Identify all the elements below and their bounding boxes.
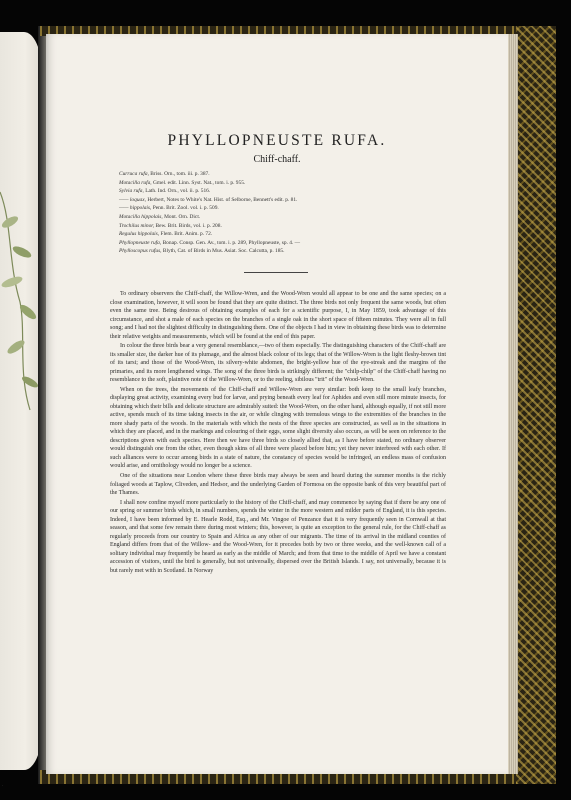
synonym-entry xyxy=(119,239,439,248)
page-subtitle: Chiff-chaff. xyxy=(253,154,301,165)
synonym-entry xyxy=(119,222,439,231)
page-title: PHYLLOPNEUSTE RUFA. xyxy=(167,132,387,149)
synonym-entry xyxy=(119,247,439,256)
plant-illustration xyxy=(0,182,42,412)
synonym-reference: Bew. Brit. Birds, vol. i. p. 208. xyxy=(154,222,222,229)
synonym-name: Phyllopneuste rufa, xyxy=(119,239,162,246)
synonym-reference: Blyth, Cat. of Birds in Mus. Asiat. Soc. Calcutta, p. 185. xyxy=(161,248,285,255)
synonym-entry xyxy=(119,213,439,222)
synonym-name: Phylloscopus rufus, xyxy=(119,248,162,255)
body-paragraph: In colour the three birds bear a very general resemblance,—two of them especially. The distinguishing characters of the Chiff-chaff are its smaller size, the darker hue of its plumage, and the almost black colour of its legs; that of the Willow-Wren is the light fleshy-brown tint of its tarsi; and those of the Wood-Wren, its silvery-white abdomen, the bright-yellow hue of the eye-streak and the margins of the primaries, and its more lengthened wings. The song of the three birds is strikingly different; the "chilp-chilp" of the Chiff-chaff having no resemblance to the soft, plaintive note of the Willow-Wren, or to the reeling, sibilous "trit" of the Wood-Wren. xyxy=(110,343,446,384)
synonym-name: —— hippolais, xyxy=(119,205,152,212)
book-page xyxy=(46,34,508,774)
body-paragraph: One of the situations near London where these three birds may always be seen and heard during the summer months is the richly foliaged woods at Taplow, Cliveden, and Hedsor, and the underlying Garden of Formosa on the opposite bank of this very beautiful part of the Thames. xyxy=(110,473,446,497)
body-paragraph: I shall now confine myself more particularly to the history of the Chiff-chaff, and may commence by saying that if there be any one of our spring or summer birds which, in small numbers, spends the winter in the more western and milder parts of England, it is this species. Indeed, I have been informed by E. Hearle Rodd, Esq., and Mr. Vingoe of Penzance that it is very frequently seen in Cornwall at that season, and that some few remain there during most winters; this, however, is quite an exception to the general rule, for the Chiff-chaff as regularly proceeds from our country to Spain and Africa as any other of our migrants. The time of its arrival in the midland counties of England differs from that of the Willow- and the Wood-Wren, for it precedes both by two or three weeks, and the well-known call of a solitary individual may frequently be heard as early as the middle of March; and from that time to the middle of April we have a constant accession of visitors, until the bird is generally, but not universally, dispersed over the British Islands. I say, not universally, because it is but rarely met with in Scotland. In Norway xyxy=(110,499,446,574)
synonym-reference: Lath. Ind. Orn., vol. ii. p. 516. xyxy=(143,188,211,195)
synonym-entry xyxy=(119,204,439,213)
synonym-reference: Mont. Orn. Dict. xyxy=(162,213,201,220)
body-paragraph: To ordinary observers the Chiff-chaff, the Willow-Wren, and the Wood-Wren would all appear to be one and the same species; on a close examination, however, it will soon be found that they are quite distinct. The three birds not only frequent the same woods, but often even the same tree. Being desirous of obtaining examples of each for a scientific purpose, I, in May 1859, took advantage of this circumstance, and shot a male of each species on the branches of a single oak in the short space of fifteen minutes. They were all in full song; and I had not the slightest difficulty in distinguishing them. One of the objects I had in view in obtaining these birds was to determine their relative weights and measurements, which will be found at the end of this paper. xyxy=(110,291,446,340)
synonym-name: Motacilla hippolais, xyxy=(119,213,163,220)
synonym-entry xyxy=(119,179,439,188)
synonym-name: Sylvia rufa, xyxy=(119,188,144,195)
synonym-entry xyxy=(119,170,439,179)
synonym-name: Regulus hippolais, xyxy=(119,231,160,238)
synonym-reference: Bonap. Consp. Gen. Av., tom. i. p. 289, Phyllopneuste, sp. 4. — xyxy=(161,239,301,246)
body-paragraph: When on the trees, the movements of the Chiff-chaff and Willow-Wren are very similar: both keep to the small leafy branches, displaying great activity, examining every bud for larvæ, and prying beneath every leaf for Aphides and even still more minute insects, for obtaining which their bills and delicate structure are admirably suited: the Wood-Wren, on the other hand, although equally, if not still more active, spends much of its time taking insects in the air, or while clinging with tremulous wings to the extremities of the branches in the more shady parts of the woods. In the materials with which the nests of the three species are constructed, as well as in the situations in which they are placed, and in the markings and colouring of their eggs, some slight diversity also occurs, as will be seen on reference to the descriptions given with each species. Here then we have three birds so closely allied that, as I have before stated, no ordinary observer would distinguish one from the other, even though skins of all three were placed before him; yet they never interbreed with each other. If such alliances were to occur among birds in a state of nature, the constancy of species would be infringed, an endless mass of confusion would arise, and ornithology would no longer be a science. xyxy=(110,386,446,470)
body-text xyxy=(110,290,446,576)
binding-border-right xyxy=(516,26,556,784)
synonym-reference: Penn. Brit. Zool. vol. i. p. 509. xyxy=(151,205,219,212)
synonym-reference: Gmel. edit. Linn. Syst. Nat., tom. i. p. 955. xyxy=(151,179,246,186)
synonym-entry xyxy=(119,230,439,239)
synonym-name: Curruca rufa, xyxy=(119,171,149,177)
divider-rule xyxy=(244,272,308,273)
synonym-name: Trochilus minor, xyxy=(119,222,155,229)
synonym-reference: Flem. Brit. Anim. p. 72. xyxy=(159,231,213,238)
previous-page xyxy=(0,32,42,788)
synonym-name: Motacilla rufa, xyxy=(119,179,152,186)
synonym-reference: Briss. Orn., tom. iii. p. 387. xyxy=(148,171,210,177)
previous-page-caption: · xyxy=(2,784,3,788)
synonym-entry xyxy=(119,196,439,205)
synonym-reference: Herbert, Notes to White's Nat. Hist. of Selborne, Bennett's edit. p. 81. xyxy=(145,196,298,203)
synonym-name: —— loquax, xyxy=(119,196,146,203)
synonym-entry xyxy=(119,187,439,196)
synonym-list xyxy=(119,170,439,256)
